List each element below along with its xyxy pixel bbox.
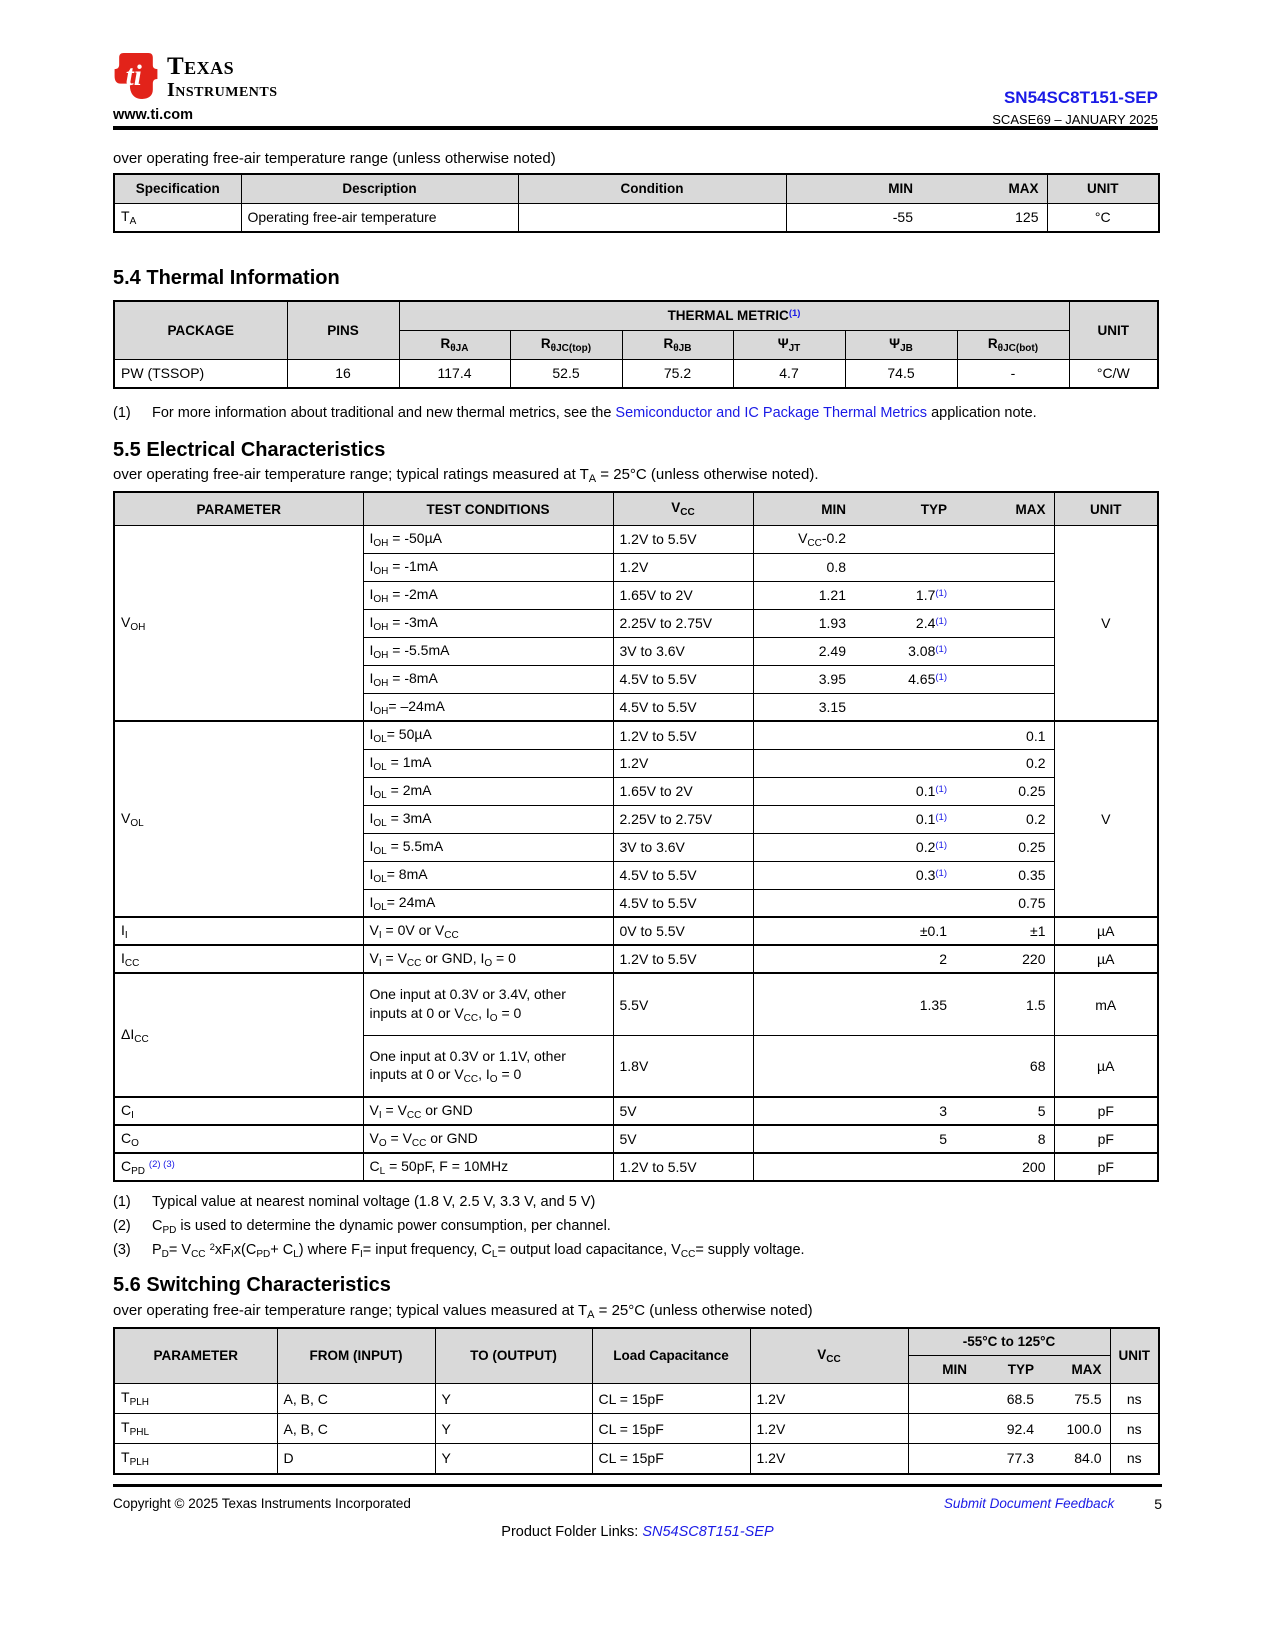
vcc-cell: 4.5V to 5.5V [613,693,753,721]
thermal-table [113,300,1159,389]
vcc-cell: 5V [613,1125,753,1153]
footnote [113,1240,1158,1262]
col-header-unit: UNIT [1047,174,1159,203]
parameter-cell: $V_{OH}$ [114,525,363,721]
col-header-max: MAX [955,492,1054,525]
product-folder-link[interactable]: SN54SC8T151-SEP [642,1524,774,1540]
vcc-cell: 4.5V to 5.5V [613,889,753,917]
parameter-cell: $T_{PLH}$ [114,1444,277,1474]
max-cell: 0.2 [955,749,1054,777]
col-header-typ: TYP [854,492,955,525]
max-cell [955,609,1054,637]
ti-wordmark-line2: Instruments [167,79,278,101]
condition-cell: $I_{OL} = 2mA$ [363,777,613,805]
footnote-text: For more information about traditional and new thermal metrics, see the Semiconductor and IC Package Thermal Metrics application note. [152,405,1037,421]
section-title-switching: 5.6 Switching Characteristics [113,1273,391,1296]
description-cell: Operating free-air temperature [241,203,518,232]
thermal-metrics-link[interactable]: Semiconductor and IC Package Thermal Metrics [615,405,928,421]
min-cell [908,1384,975,1414]
footnote [113,1216,1158,1238]
vcc-cell: 2.25V to 2.75V [613,805,753,833]
parameter-cell: $C_{PD}$ $^{(2) (3)}$ [114,1153,363,1181]
col-header-min: MIN [786,174,921,203]
col-header-rtheta-ja: $R_{\theta JA}$ [399,330,510,359]
footnote-number: (1) [113,405,131,421]
condition-cell: $I_{OL} = 5.5mA$ [363,833,613,861]
table-header-row [114,1328,1159,1356]
table-header-row [114,174,1159,203]
max-cell: 0.25 [955,833,1054,861]
footnote-text: $C_{PD}$ is used to determine the dynamic power consumption, per channel. [152,1218,611,1237]
datasheet-page [113,0,1158,1475]
typ-cell: 1.35 [854,973,955,1035]
footnote-number: (1) [113,1194,131,1211]
to-cell: Y [435,1384,592,1414]
electrical-characteristics-table [113,491,1159,1182]
condition-cell: $I_{OL} = 3mA$ [363,805,613,833]
vcc-cell: 1.2V to 5.5V [613,945,753,973]
section-title-electrical: 5.5 Electrical Characteristics [113,439,386,462]
min-cell [753,945,854,973]
condition-cell: $I_{OH} = -5.5mA$ [363,637,613,665]
unit-cell: V [1054,525,1158,721]
page-header [113,0,1158,130]
condition-cell: $I_{OH}= -24mA$ [363,693,613,721]
condition-cell: $V_I = 0V$ or $V_{CC}$ [363,917,613,945]
typ-cell: 3 [854,1097,955,1125]
table-row [114,359,1158,388]
parameter-cell: $V_{OL}$ [114,721,363,917]
typ-cell: 0.1$^{(1)}$ [854,777,955,805]
condition-cell: $I_{OL}= 8mA$ [363,861,613,889]
typ-cell [854,525,955,553]
condition-cell: $I_{OL} = 1mA$ [363,749,613,777]
max-cell: 125 [921,203,1047,232]
typ-cell: 0.1$^{(1)}$ [854,805,955,833]
svg-text:ti: ti [125,60,142,93]
max-cell: 5 [955,1097,1054,1125]
parameter-cell: $C_O$ [114,1125,363,1153]
col-header-condition: Condition [518,174,786,203]
max-cell: 75.5 [1042,1384,1110,1414]
table-row [114,525,1158,553]
thermal-footnote [113,403,1158,423]
min-cell [753,749,854,777]
col-header-thermal-metric: THERMAL METRIC$^{(1)}$ [399,301,1069,330]
from-cell: A, B, C [277,1384,435,1414]
unit-cell: ns [1110,1384,1159,1414]
max-cell [955,637,1054,665]
vcc-cell: 2.25V to 2.75V [613,609,753,637]
min-cell: -55 [786,203,921,232]
ti-website-link[interactable]: www.ti.com [113,107,194,123]
vcc-cell: 0V to 5.5V [613,917,753,945]
vcc-cell: 1.2V to 5.5V [613,1153,753,1181]
col-header-rtheta-jc-bot: $R_{\theta JC(bot)}$ [957,330,1069,359]
value-cell: 75.2 [622,359,733,388]
condition-cell: $I_{OH} = -50\mu A$ [363,525,613,553]
vcc-cell: 1.8V [613,1035,753,1097]
typ-cell: 2.4$^{(1)}$ [854,609,955,637]
condition-cell: $I_{OH} = -3mA$ [363,609,613,637]
min-cell [753,973,854,1035]
table-row [114,1384,1159,1414]
value-cell: 117.4 [399,359,510,388]
unit-cell: µA [1054,1035,1158,1097]
max-cell: 0.35 [955,861,1054,889]
electrical-footnotes [113,1192,1158,1261]
from-cell: D [277,1444,435,1474]
typ-cell [854,1153,955,1181]
vcc-cell: 1.2V [750,1444,908,1474]
typ-cell [854,749,955,777]
max-cell: ±1 [955,917,1054,945]
max-cell: 100.0 [1042,1414,1110,1444]
parameter-cell: $T_{PHL}$ [114,1414,277,1444]
col-header-min: MIN [753,492,854,525]
col-header-parameter: PARAMETER [114,492,363,525]
typ-cell: 1.7$^{(1)}$ [854,581,955,609]
min-cell [753,833,854,861]
table-row [114,1414,1159,1444]
min-cell: 3.15 [753,693,854,721]
value-cell: - [957,359,1069,388]
parameter-cell: $I_{CC}$ [114,945,363,973]
min-cell: 2.49 [753,637,854,665]
unit-cell: mA [1054,973,1158,1035]
condition-cell: $I_{OH} = -2mA$ [363,581,613,609]
col-header-pins: PINS [287,301,399,359]
unit-cell: °C/W [1069,359,1158,388]
min-cell [753,1035,854,1097]
max-cell: 8 [955,1125,1054,1153]
min-cell [753,805,854,833]
col-header-temp-range: -55°C to 125°C [908,1328,1110,1356]
col-header-min: MIN [908,1356,975,1384]
to-cell: Y [435,1444,592,1474]
parameter-cell: $I_I$ [114,917,363,945]
spec-cell: $T_A$ [114,203,241,232]
min-cell [753,777,854,805]
parameter-cell: $C_I$ [114,1097,363,1125]
min-cell [753,889,854,917]
min-cell [908,1444,975,1474]
col-header-unit: UNIT [1110,1328,1159,1384]
unit-cell: pF [1054,1153,1158,1181]
min-cell: 0.8 [753,553,854,581]
min-cell [753,1125,854,1153]
ti-wordmark [167,50,278,100]
unit-cell: µA [1054,945,1158,973]
table-row [114,973,1158,1035]
parameter-cell: $T_{PLH}$ [114,1384,277,1414]
spec-table [113,173,1160,233]
typ-cell [854,721,955,749]
max-cell: 0.75 [955,889,1054,917]
footnote-number: (3) [113,1241,131,1258]
vcc-cell: 1.2V [613,553,753,581]
product-folder-links [113,1524,1162,1540]
typ-cell: 92.4 [975,1414,1042,1444]
col-header-from-input: FROM (INPUT) [277,1328,435,1384]
col-header-parameter: PARAMETER [114,1328,277,1384]
max-cell: 0.25 [955,777,1054,805]
vcc-cell: 1.2V [613,749,753,777]
footnote-text: $P_D= V_{CC}$ $^2xF_Ix(C_{PD}+ C_L)$ where $F_I=$ input frequency, $C_L=$ output load capacitance, $V_{CC}=$ supply voltage. [152,1241,805,1260]
unit-cell: ns [1110,1444,1159,1474]
spec-table-intro: over operating free-air temperature range (unless otherwise noted) [113,150,556,167]
value-cell: 4.7 [733,359,845,388]
typ-cell [854,889,955,917]
unit-cell: V [1054,721,1158,917]
col-header-to-output: TO (OUTPUT) [435,1328,592,1384]
col-header-specification: Specification [114,174,241,203]
load-cell: CL = 15pF [592,1444,750,1474]
electrical-intro: over operating free-air temperature range; typical ratings measured at $T_A = 25^\circ C$ (unless otherwise noted). [113,466,819,486]
typ-cell [854,553,955,581]
min-cell [753,721,854,749]
pins-cell: 16 [287,359,399,388]
col-header-unit: UNIT [1054,492,1158,525]
col-header-psi-jb: $\Psi_{JB}$ [845,330,957,359]
table-header-row [114,492,1158,525]
condition-cell: $C_L = 50pF$, F = 10MHz [363,1153,613,1181]
header-right [992,88,1158,127]
condition-cell: $I_{OH} = -8mA$ [363,665,613,693]
product-folder-label: Product Folder Links: [501,1524,643,1540]
table-row [114,1097,1158,1125]
col-header-package: PACKAGE [114,301,287,359]
vcc-cell: 3V to 3.6V [613,833,753,861]
table-row [114,203,1159,232]
table-row [114,945,1158,973]
footnote-text: Typical value at nearest nominal voltage (1.8 V, 2.5 V, 3.3 V, and 5 V) [152,1194,596,1211]
vcc-cell: 1.2V to 5.5V [613,525,753,553]
condition-cell: One input at 0.3V or 3.4V, other inputs at 0 or $V_{CC}$, $I_O = 0$ [363,973,613,1035]
section-title-thermal: 5.4 Thermal Information [113,267,340,289]
load-cell: CL = 15pF [592,1384,750,1414]
col-header-rtheta-jc-top: $R_{\theta JC(top)}$ [510,330,622,359]
unit-cell: ns [1110,1414,1159,1444]
package-cell: PW (TSSOP) [114,359,287,388]
doc-number-date: SCASE69 – JANUARY 2025 [992,112,1158,127]
footer-rule [113,1484,1162,1487]
condition-cell [518,203,786,232]
footnote [113,1192,1158,1214]
switching-characteristics-table [113,1327,1160,1475]
max-cell: 220 [955,945,1054,973]
unit-cell: pF [1054,1097,1158,1125]
value-cell: 52.5 [510,359,622,388]
table-row [114,1125,1158,1153]
max-cell: 200 [955,1153,1054,1181]
submit-feedback-link[interactable]: Submit Document Feedback [943,1496,1115,1511]
min-cell: $V_{CC}-0.2$ [753,525,854,553]
from-cell: A, B, C [277,1414,435,1444]
condition-cell: $V_O = V_{CC}$ or GND [363,1125,613,1153]
col-header-test-conditions: TEST CONDITIONS [363,492,613,525]
min-cell: 1.93 [753,609,854,637]
condition-cell: $V_I = V_{CC}$ or GND, $I_O = 0$ [363,945,613,973]
vcc-cell: 1.2V to 5.5V [613,721,753,749]
col-header-rtheta-jb: $R_{\theta JB}$ [622,330,733,359]
ti-logo-icon [113,50,159,102]
table-row [114,917,1158,945]
ti-wordmark-line1: Texas [167,53,235,80]
max-cell [955,581,1054,609]
part-number-link[interactable]: SN54SC8T151-SEP [1003,88,1158,107]
vcc-cell: 1.65V to 2V [613,777,753,805]
max-cell: 0.2 [955,805,1054,833]
table-row [114,1153,1158,1181]
typ-cell: 77.3 [975,1444,1042,1474]
max-cell [955,525,1054,553]
max-cell [955,693,1054,721]
min-cell [753,1153,854,1181]
min-cell: 3.95 [753,665,854,693]
col-header-description: Description [241,174,518,203]
min-cell [753,1097,854,1125]
col-header-typ: TYP [975,1356,1042,1384]
unit-cell: µA [1054,917,1158,945]
table-row [114,1444,1159,1474]
typ-cell: 0.3$^{(1)}$ [854,861,955,889]
col-header-unit: UNIT [1069,301,1158,359]
min-cell: 1.21 [753,581,854,609]
min-cell [753,861,854,889]
page-number: 5 [1154,1496,1162,1512]
vcc-cell: 1.65V to 2V [613,581,753,609]
vcc-cell: 3V to 3.6V [613,637,753,665]
typ-cell: 2 [854,945,955,973]
max-cell [955,665,1054,693]
typ-cell [854,1035,955,1097]
vcc-cell: 5.5V [613,973,753,1035]
switching-intro: over operating free-air temperature range; typical values measured at $T_A = 25^\circ C$ (unless otherwise noted) [113,1301,813,1321]
col-header-vcc: $V_{CC}$ [613,492,753,525]
typ-cell [854,693,955,721]
copyright-text: Copyright © 2025 Texas Instruments Incorporated [113,1496,411,1511]
col-header-vcc: $V_{CC}$ [750,1328,908,1384]
max-cell: 1.5 [955,973,1054,1035]
col-header-max: MAX [1042,1356,1110,1384]
typ-cell: ±0.1 [854,917,955,945]
unit-cell: °C [1047,203,1159,232]
max-cell: 84.0 [1042,1444,1110,1474]
max-cell [955,553,1054,581]
min-cell [753,917,854,945]
vcc-cell: 4.5V to 5.5V [613,861,753,889]
typ-cell: 3.08$^{(1)}$ [854,637,955,665]
vcc-cell: 4.5V to 5.5V [613,665,753,693]
typ-cell: 5 [854,1125,955,1153]
parameter-cell: $\Delta I_{CC}$ [114,973,363,1097]
vcc-cell: 1.2V [750,1414,908,1444]
condition-cell: $I_{OH} = -1mA$ [363,553,613,581]
page-footer [113,1484,1162,1540]
max-cell: 68 [955,1035,1054,1097]
condition-cell: One input at 0.3V or 1.1V, other inputs at 0 or $V_{CC}$, $I_O = 0$ [363,1035,613,1097]
col-header-psi-jt: $\Psi_{JT}$ [733,330,845,359]
condition-cell: $I_{OL}= 24mA$ [363,889,613,917]
load-cell: CL = 15pF [592,1414,750,1444]
table-row [114,721,1158,749]
typ-cell: 68.5 [975,1384,1042,1414]
col-header-max: MAX [921,174,1047,203]
condition-cell: $V_I = V_{CC}$ or GND [363,1097,613,1125]
vcc-cell: 1.2V [750,1384,908,1414]
footnote-number: (2) [113,1218,131,1235]
to-cell: Y [435,1414,592,1444]
col-header-load-capacitance: Load Capacitance [592,1328,750,1384]
vcc-cell: 5V [613,1097,753,1125]
value-cell: 74.5 [845,359,957,388]
typ-cell: 0.2$^{(1)}$ [854,833,955,861]
unit-cell: pF [1054,1125,1158,1153]
typ-cell: 4.65$^{(1)}$ [854,665,955,693]
table-header-row [114,301,1158,330]
min-cell [908,1414,975,1444]
max-cell: 0.1 [955,721,1054,749]
condition-cell: $I_{OL}= 50\mu A$ [363,721,613,749]
